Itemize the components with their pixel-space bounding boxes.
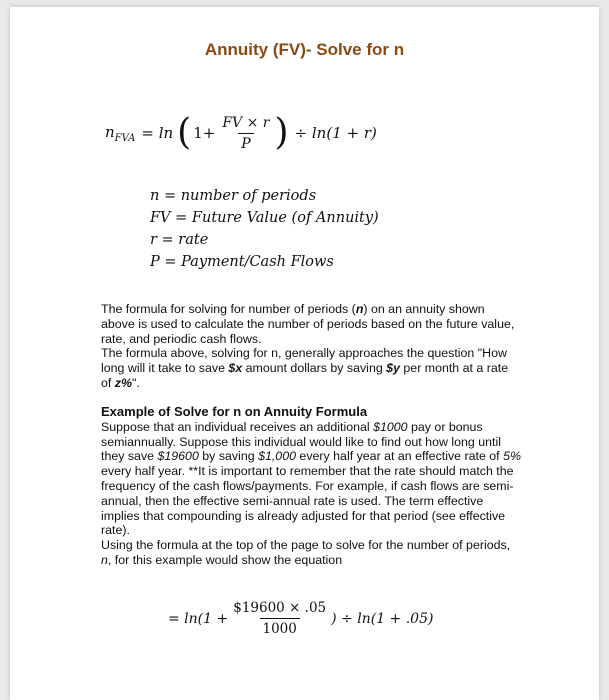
definition-row: FV = Future Value (of Annuity)	[150, 210, 379, 226]
formula-open-paren: (	[177, 112, 192, 153]
formula-lhs-subscript: FVA	[114, 132, 136, 144]
example-equation	[168, 600, 433, 637]
definition-row: n = number of periods	[150, 188, 317, 204]
formula-lhs: $n_{FVA}$	[105, 122, 136, 144]
formula-numerator: FV × r	[222, 114, 270, 131]
example-equation-suffix: ) ÷ ln(1 + .05)	[331, 610, 434, 627]
formula-tail: ÷ ln(1 + r)	[294, 124, 377, 142]
page-title: Annuity (FV)- Solve for n	[204, 40, 405, 59]
example-equation-prefix: = ln(1 +	[168, 610, 229, 627]
formula-denominator: P	[238, 133, 253, 152]
intro-paragraph: The formula for solving for number of periods (n) on an annuity shown above is used to calculate the number of periods based on the future value, rate, and periodic cash flows. The formula above, solving for n, generally approaches the question "How long will it take to save $x amount dollars by saving $y per month at a rate of z%".	[101, 302, 515, 390]
variable-definitions	[150, 185, 379, 273]
formula-fraction	[219, 115, 272, 152]
definition-row: P = Payment/Cash Flows	[150, 254, 334, 270]
definition-row: r = rate	[150, 232, 209, 248]
example-equation-denominator: 1000	[260, 618, 300, 637]
formula-solve-for-n	[105, 108, 377, 158]
formula-close-paren: )	[274, 112, 289, 153]
example-equation-numerator: $19600 × .05	[233, 600, 327, 616]
example-paragraph: Suppose that an individual receives an additional $1000 pay or bonus semiannually. Suppose this individual would like to find out how long until they save $19600 by saving $1,000 every half year at an effective rate of 5% every half year. **It is important to remember that the rate should match the frequency of the cash flows/payments. For example, if cash flows are semi-annual, then the effective semi-annual rate is used. The term effective implies that compounding is already adjusted for that period (see effective rate). Using the formula at the top of the page to solve for the number of periods, n, for this example would show the equation	[101, 419, 521, 567]
formula-one-plus: 1+	[193, 124, 216, 142]
example-section	[101, 405, 521, 568]
example-equation-fraction	[230, 600, 329, 637]
example-heading: Example of Solve for n on Annuity Formula	[101, 404, 368, 419]
formula-equals-ln: = ln	[141, 124, 174, 142]
